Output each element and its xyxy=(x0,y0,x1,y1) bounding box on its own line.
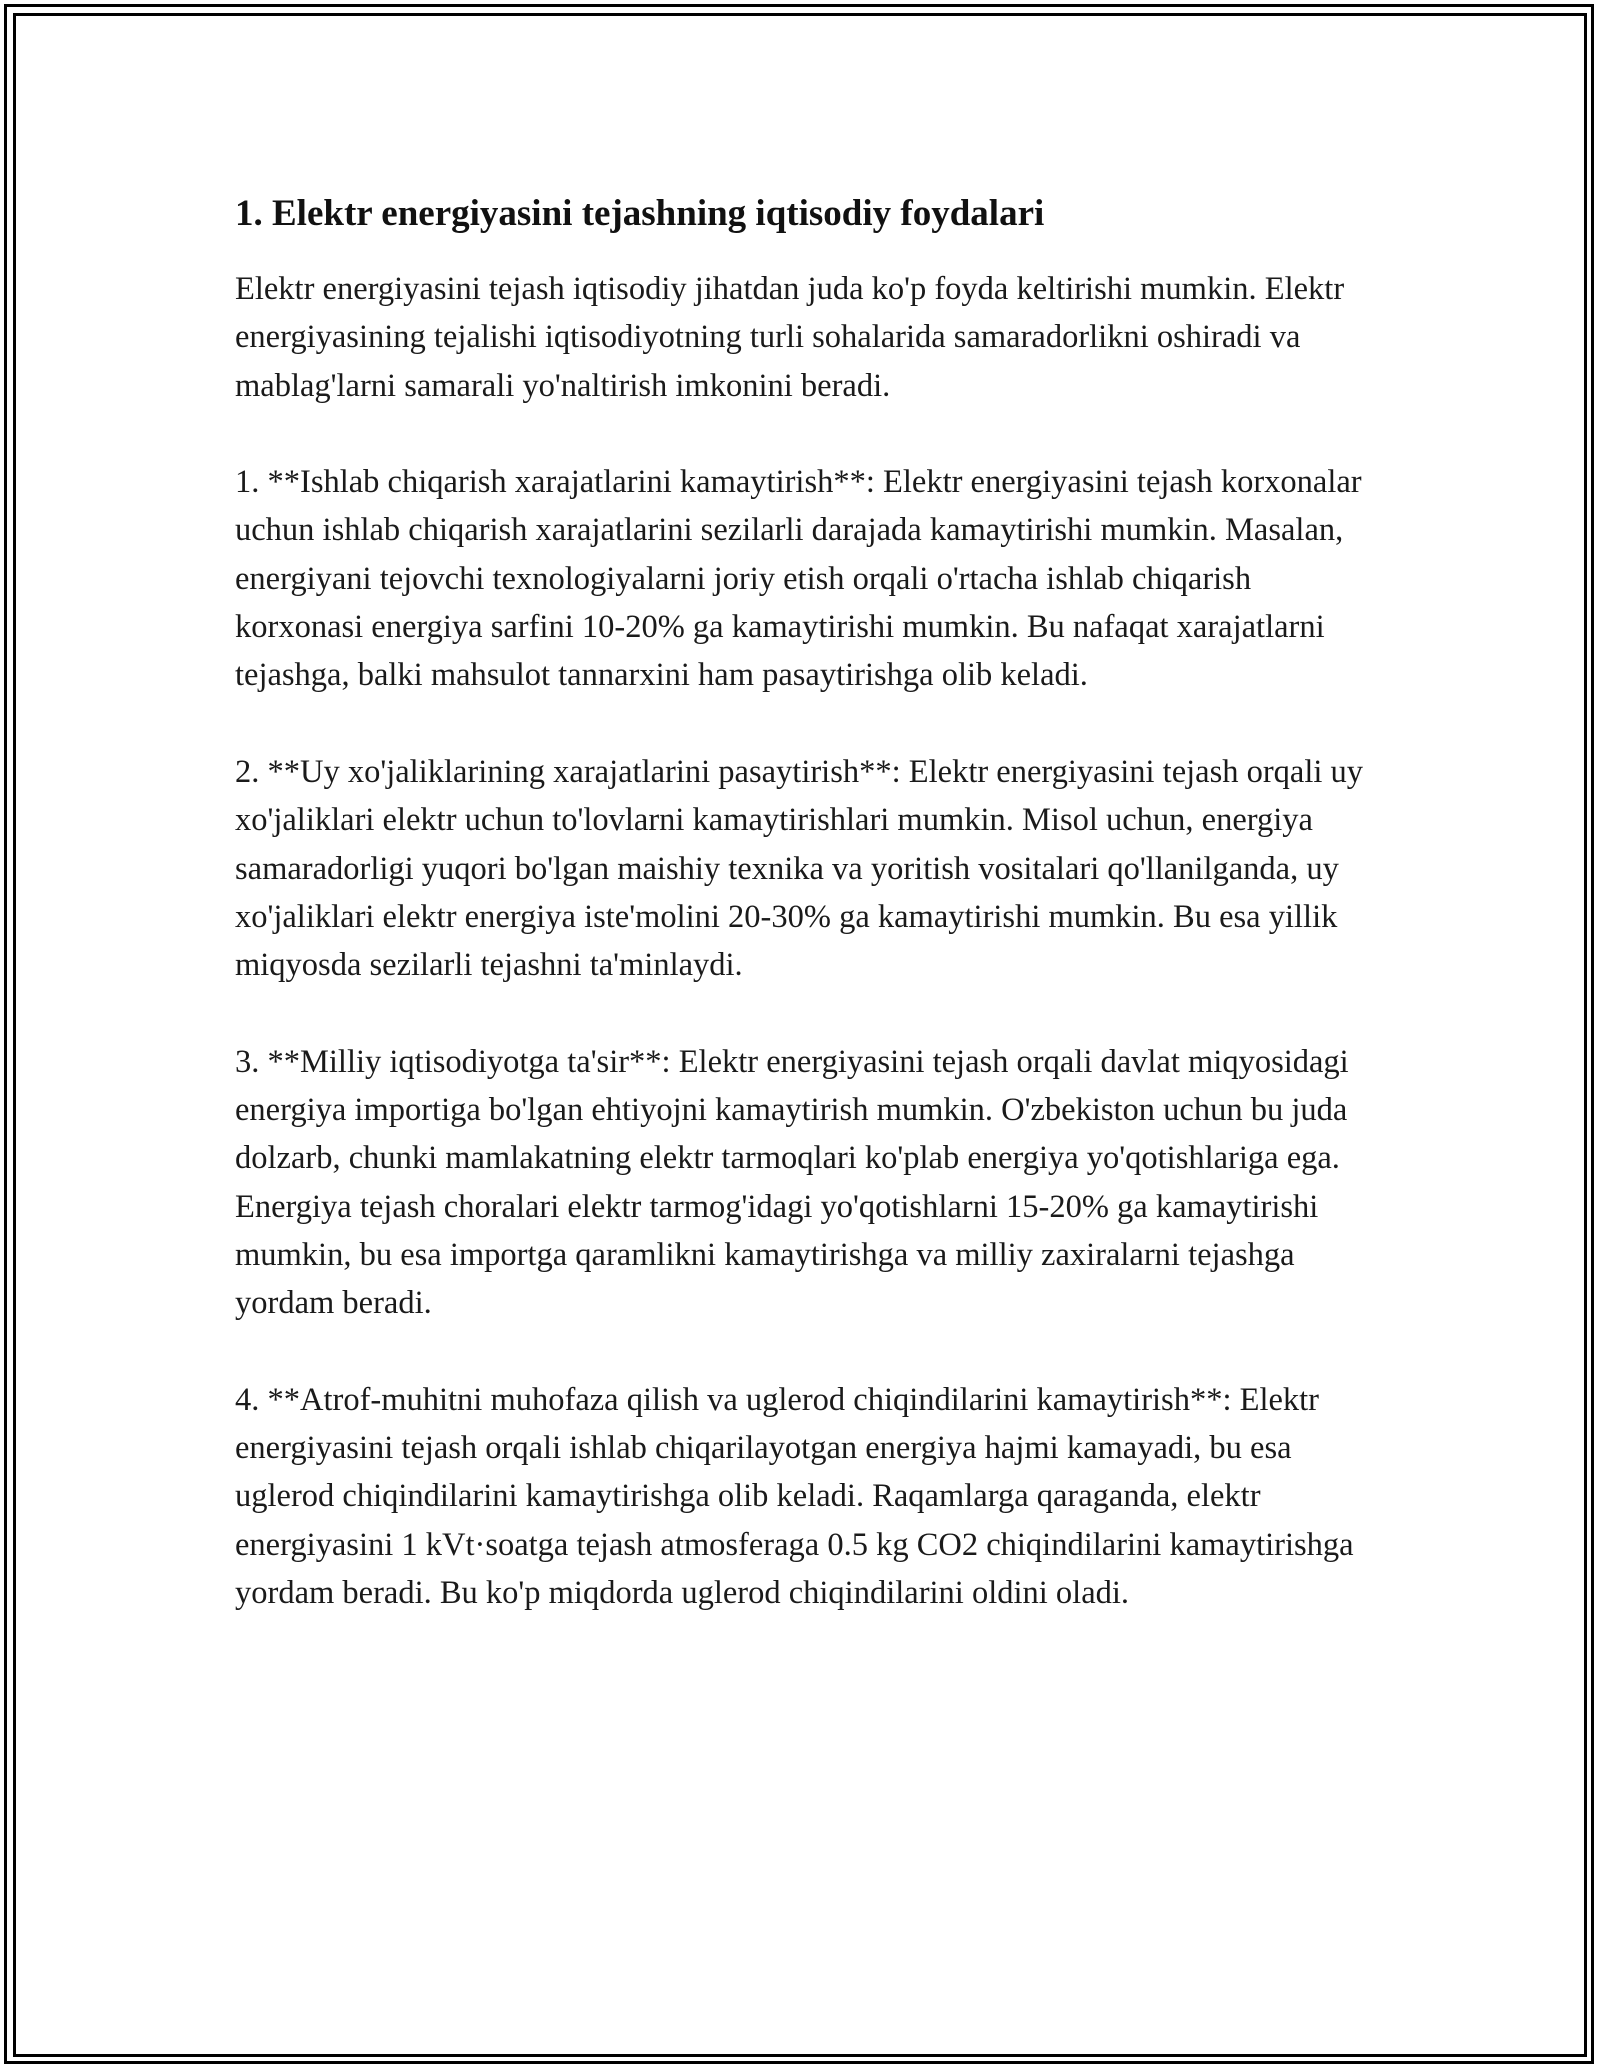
point-2-paragraph: 2. **Uy xo'jaliklarining xarajatlarini pasaytirish**: Elektr energiyasini tejash orqali uy xo'jaliklari elektr uchun to'lovlarni kamaytirishlari mumkin. Misol uchun, energiya samaradorligi yuqori bo'lgan maishiy texnika va yoritish vositalari qo'llanilganda, uy xo'jaliklari elektr energiya iste'molini 20-30% ga kamaytirishi mumkin. Bu esa yillik miqyosda sezilarli tejashni ta'minlaydi. xyxy=(235,753,1364,984)
point-1-paragraph: 1. **Ishlab chiqarish xarajatlarini kamaytirish**: Elektr energiyasini tejash korxonalar uchun ishlab chiqarish xarajatlarini sezilarli darajada kamaytirishi mumkin. Masalan, energiyani tejovchi texnologiyalarni joriy etish orqali o'rtacha ishlab chiqarish korxonasi energiya sarfini 10-20% ga kamaytirishi mumkin. Bu nafaqat xarajatlarni tejashga, balki mahsulot tannarxini ham pasaytirishga olib keladi. xyxy=(235,464,1362,694)
document-body xyxy=(235,190,1375,1666)
point-4-paragraph: 4. **Atrof-muhitni muhofaza qilish va uglerod chiqindilarini kamaytirish**: Elektr energiyasini tejash orqali ishlab chiqarilayotgan energiya hajmi kamayadi, bu esa uglerod chiqindilarini kamaytirishga olib keladi. Raqamlarga qaraganda, elektr energiyasini 1 kVt·soatga tejash atmosferaga 0.5 kg CO2 chiqindilarini kamaytirishga yordam beradi. Bu ko'p miqdorda uglerod chiqindilarini oldini oladi. xyxy=(235,1381,1354,1612)
intro-paragraph: Elektr energiyasini tejash iqtisodiy jihatdan juda ko'p foyda keltirishi mumkin. Elektr energiyasining tejalishi iqtisodiyotning turli sohalarida samaradorlikni oshiradi va mablag'larni samarali yo'naltirish imkonini beradi. xyxy=(235,271,1345,404)
section-title: 1. Elektr energiyasini tejashning iqtisodiy foydalari xyxy=(235,193,1045,234)
point-3-paragraph: 3. **Milliy iqtisodiyotga ta'sir**: Elektr energiyasini tejash orqali davlat miqyosidagi energiya importiga bo'lgan ehtiyojni kamaytirish mumkin. O'zbekiston uchun bu juda dolzarb, chunki mamlakatning elektr tarmoqlari ko'plab energiya yo'qotishlariga ega. Energiya tejash choralari elektr tarmog'idagi yo'qotishlarni 15-20% ga kamaytirishi mumkin, bu esa importga qaramlikni kamaytirishga va milliy zaxiralarni tejashga yordam beradi. xyxy=(235,1043,1349,1322)
